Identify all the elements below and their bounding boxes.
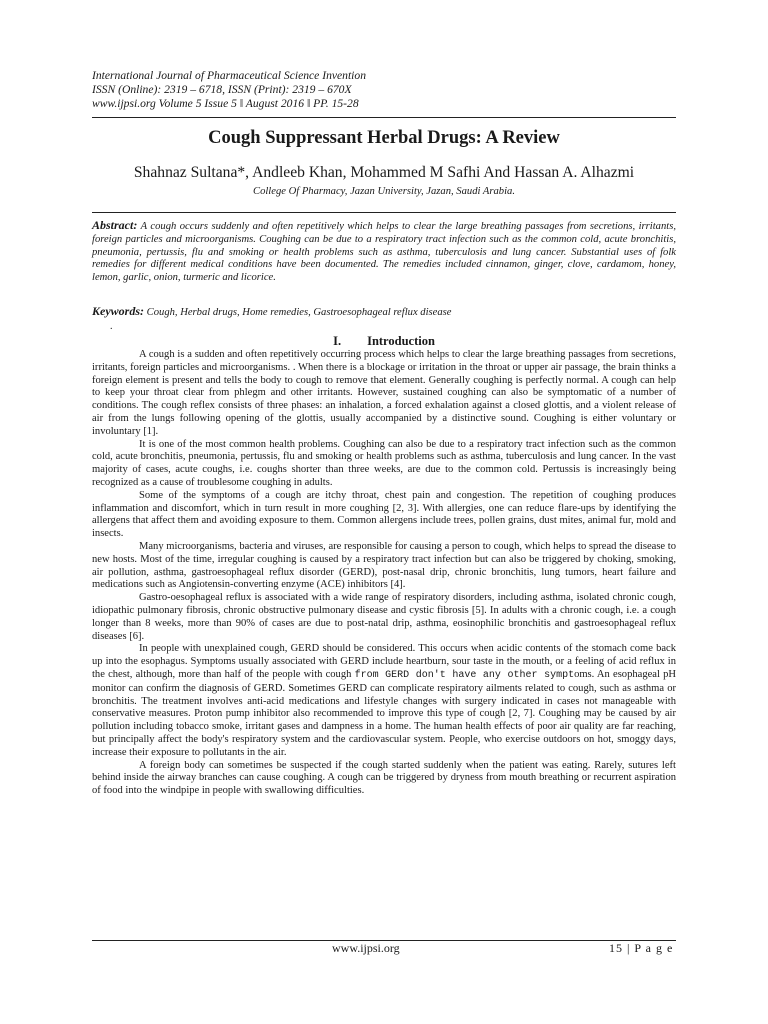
gerd-text-2: oms. An esophageal pH monitor can confirm the diagnosis of GERD. Sometimes GERD can complicate respiratory ailments related to cough, such as asthma or bronchitis. The treatment involves anti-acid medications and lifestyle changes with surgery indicated in cases not manageable with conservative measures. Proton pump inhibitor also recommended to improve this type of cough [2, 7]. Coughing may be caused by air pollution including tobacco smoke, irritant gases and dampness in a home. The human health effects of poor air quality are far reaching, but principally affect the body's respiratory system and the cardiovascular system. People, who exercise outdoors on hot, smoggy days, increase their exposure to pollutants in the air. (92, 668, 676, 758)
section-number: I. (333, 334, 342, 348)
page-number: 15 | P a g e (609, 941, 674, 955)
journal-volume: www.ijpsi.org Volume 5 Issue 5 ǁ August 2016 ǁ PP. 15-28 (92, 97, 359, 110)
affiliation: College Of Pharmacy, Jazan University, Jazan, Saudi Arabia. (253, 186, 515, 197)
paper-title: Cough Suppressant Herbal Drugs: A Review (208, 128, 560, 148)
paragraph: It is one of the most common health problems. Coughing can also be due to a respiratory tract infection such as the common cold, acute bronchitis, pneumonia, pertussis, flu and smoking or health problems such as asthma, tuberculosis and lung cancer. In the vast majority of cases, acute coughs, i.e. coughs shorter than three weeks, are due to the common cold. Pertussis is increasingly being recognized as a cause of troublesome coughing in adults. (92, 438, 676, 488)
keywords (92, 304, 676, 319)
journal-issn: ISSN (Online): 2319 – 6718, ISSN (Print): 2319 – 670X (92, 83, 352, 96)
section-title: Introduction (367, 334, 435, 348)
paragraph-gerd (92, 643, 676, 759)
header-divider (92, 117, 676, 118)
abstract-divider (92, 212, 676, 213)
abstract (92, 219, 676, 285)
section-body (92, 349, 676, 798)
keywords-label: Keywords: (92, 304, 144, 318)
section-heading (92, 334, 676, 349)
gerd-text-1: In people with unexplained cough, GERD should be considered. This occurs when acidic contents of the stomach come back up into the esophagus. Symptoms usually associated with GERD include heartburn, sour taste in the mouth, or a feeling of acid reflux in the chest, although, more than half of the people with cough (92, 643, 676, 680)
paragraph: A foreign body can sometimes be suspected if the cough started suddenly when the patient was eating. Rarely, sutures left behind inside the airway branches can cause coughing. A cough can be triggered by dryness from mouth breathing or recurrent aspiration of food into the windpipe in people with swallowing difficulties. (92, 759, 676, 797)
paragraph: Many microorganisms, bacteria and viruses, are responsible for causing a person to cough, which helps to spread the disease to new hosts. Most of the time, irregular coughing is caused by a respiratory tract infection but can also be triggered by choking, smoking, air pollution, asthma, gastroesophageal reflux disorder (GERD), post-nasal drip, chronic bronchitis, lung tumors, heart failure and medications such as Angiotensin-converting enzyme (ACE) inhibitors [4]. (92, 540, 676, 591)
stray-mark: . (110, 321, 113, 332)
footer-url: www.ijpsi.org (332, 941, 400, 955)
journal-name: International Journal of Pharmaceutical Science Invention (92, 69, 366, 82)
paragraph: Gastro-oesophageal reflux is associated with a wide range of respiratory disorders, including asthma, isolated chronic cough, idiopathic pulmonary fibrosis, chronic obstructive pulmonary disease and cystic fibrosis [5]. In adults with a chronic cough, i.e. a cough longer than 8 weeks, more than 90% of cases are due to post-natal drip, asthma, eosinophilic bronchitis and gastroesophageal reflux diseases [6]. (92, 592, 676, 642)
author-list: Shahnaz Sultana*, Andleeb Khan, Mohammed M Safhi And Hassan A. Alhazmi (133, 164, 635, 181)
paragraph: A cough is a sudden and often repetitively occurring process which helps to clear the large breathing passages from secretions, irritants, foreign particles and microorganisms. . When there is a blockage or irritation in the throat or upper air passage, the brain thinks a foreign element is present and tells the body to cough to remove that element. Generally coughing is perfectly normal. A cough can help to keep your throat clear from phlegm and other irritants. However, sustained coughing can also be symptomatic of a number of conditions. The cough reflex consists of three phases: an inhalation, a forced exhalation against a closed glottis, and a violent release of air from the lungs following opening of the glottis, usually accompanied by a distinctive sound. Coughing is either voluntary or involuntary [1]. (92, 349, 676, 437)
journal-header (92, 69, 692, 111)
paragraph: Some of the symptoms of a cough are itchy throat, chest pain and congestion. The repetition of coughing produces inflammation and discomfort, which in turn result in more coughing [2, 3]. With allergies, one can reduce flare-ups by identifying the allergens that affect them and avoiding exposure to them. Common allergens include trees, pollen grains, dust mites, animal fur, mold and insects. (92, 489, 676, 540)
abstract-label: Abstract: (92, 218, 138, 232)
keywords-text: Cough, Herbal drugs, Home remedies, Gastroesophageal reflux disease (146, 307, 452, 318)
abstract-text: A cough occurs suddenly and often repetitively which helps to clear the large breathing passages from secretions, irritants, foreign particles and microorganisms. Coughing can be due to a respiratory tract infection such as the common cold, acute bronchitis, pneumonia, pertussis, flu and smoking or health problems such as asthma, tuberculosis and lung cancer. Substantial uses of folk remedies for different medical conditions have been documented. The remedies included cinnamon, ginger, clove, cardamom, honey, lemon, garlic, onion, turmeric and licorice. (92, 221, 676, 284)
gerd-text-mono: from GERD don't have any other sympt (354, 669, 575, 681)
